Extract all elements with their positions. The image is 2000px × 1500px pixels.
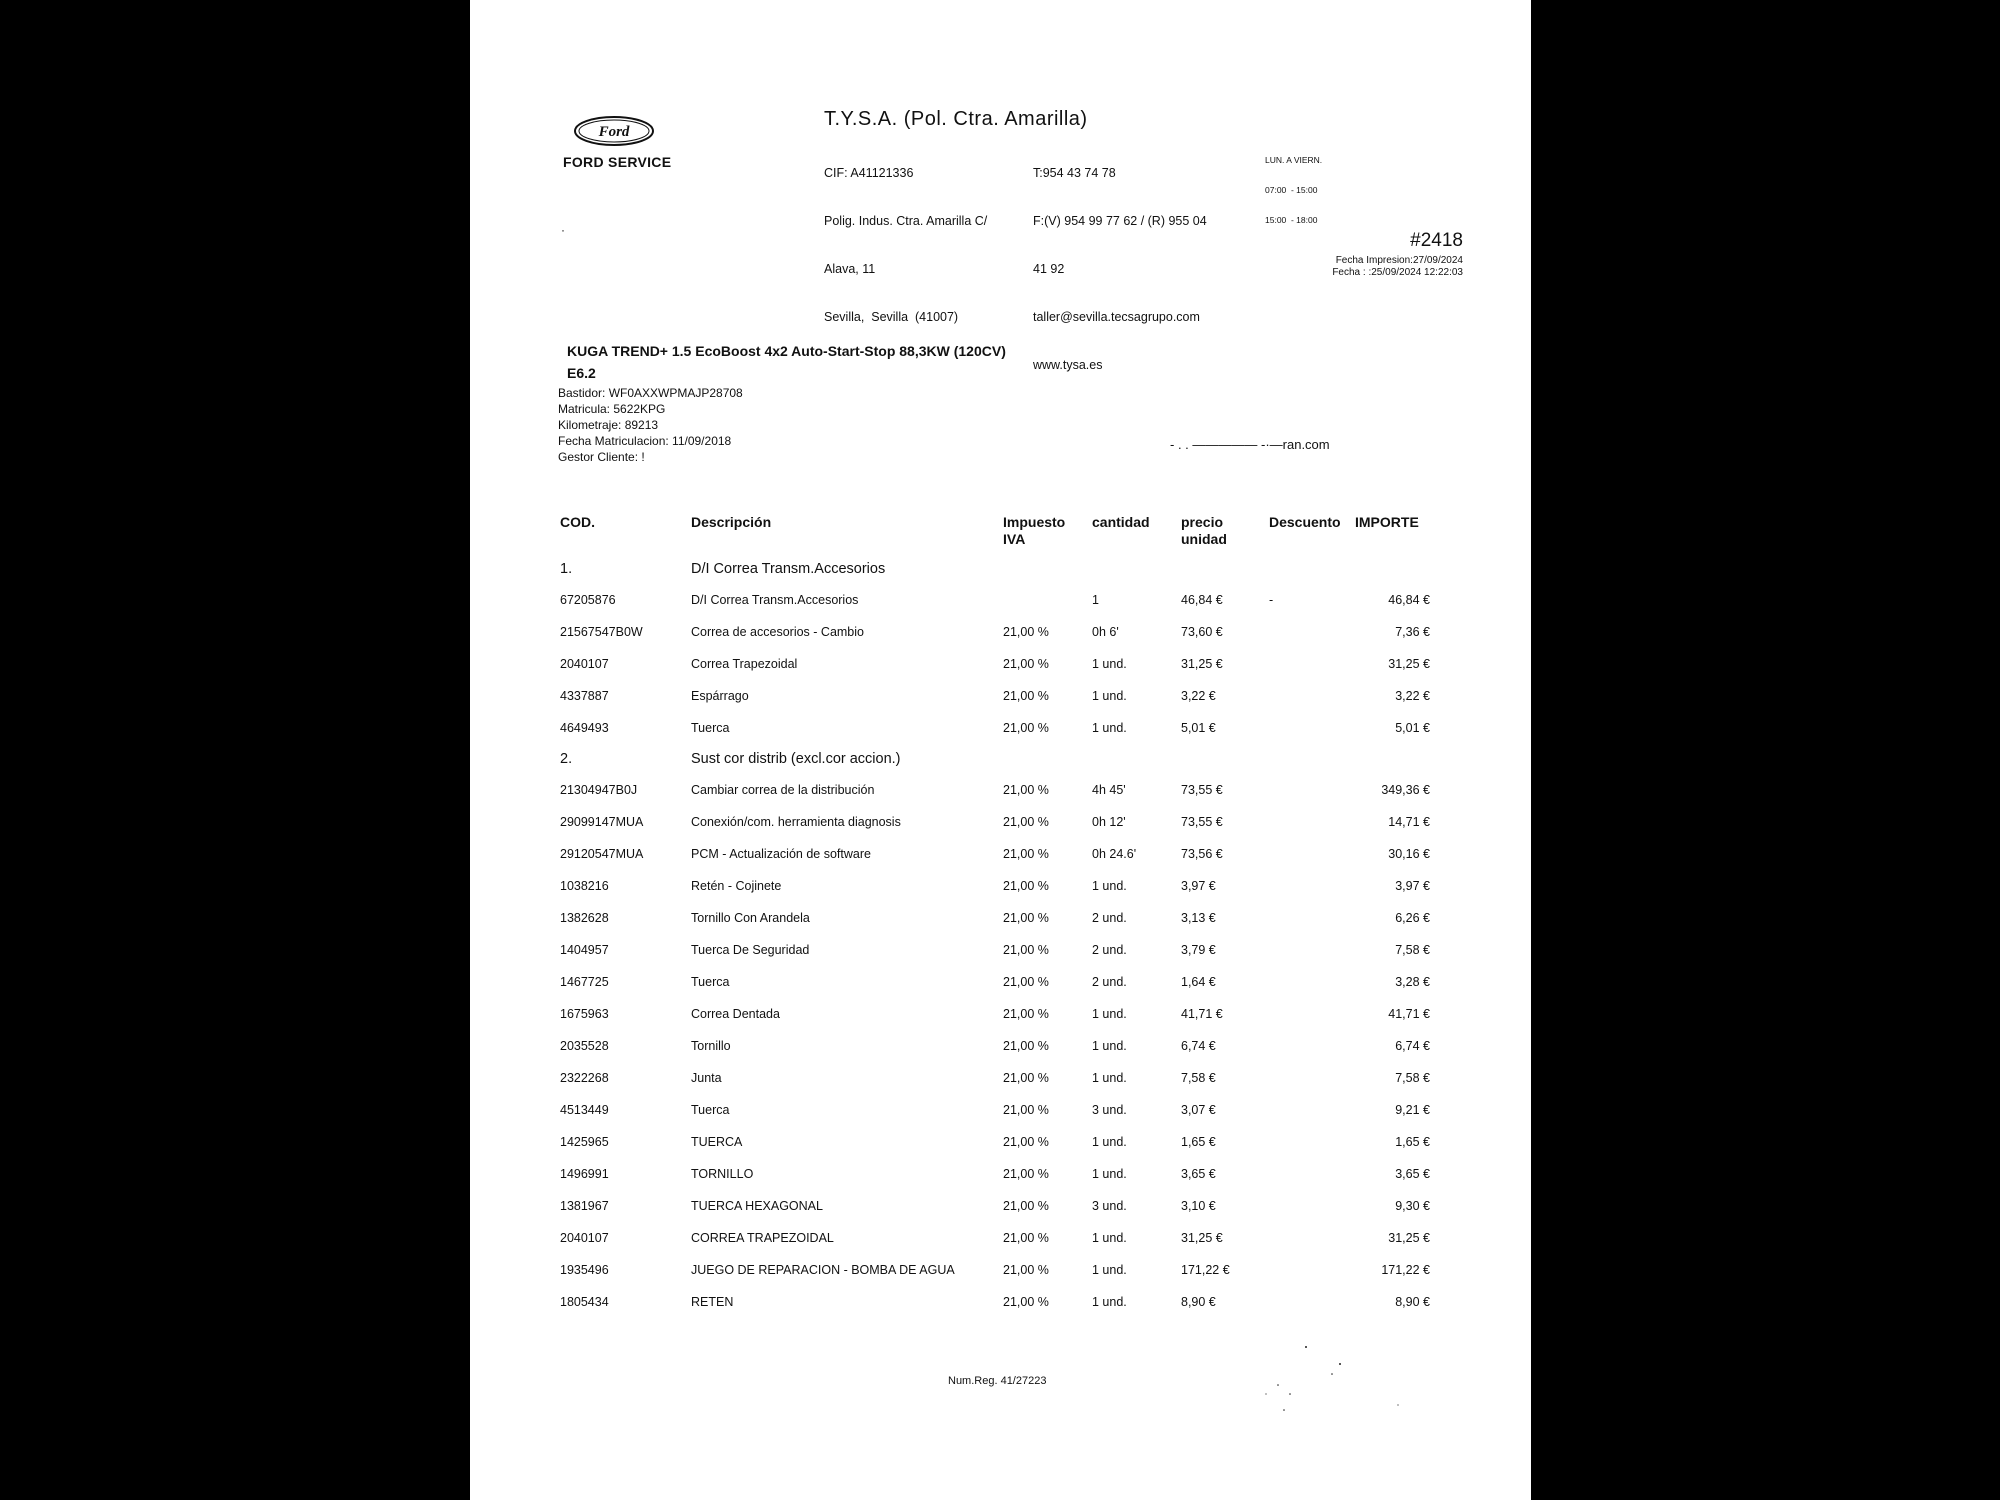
cell-dto (1269, 1030, 1355, 1062)
vehicle-title: KUGA TREND+ 1.5 EcoBoost 4x2 Auto-Start-Stop 88,3KW (120CV) E6.2 (567, 343, 1006, 381)
cell-precio: 3,22 € (1181, 689, 1216, 703)
cell-cant: 1 (1092, 593, 1099, 607)
cell-importe: 7,58 € (1395, 943, 1430, 957)
company-address (824, 133, 987, 357)
cell-cant: 1 und. (1092, 1231, 1127, 1245)
cell-iva: 21,00 % (1003, 1263, 1049, 1277)
vehicle-gestor: Gestor Cliente: ! (558, 450, 645, 464)
print-date: Fecha Impresion:27/09/2024 (1335, 255, 1463, 266)
cell-precio: 8,90 € (1181, 1295, 1216, 1309)
table-row (560, 806, 1430, 838)
cell-importe: 6,26 € (1395, 911, 1430, 925)
section-title: D/I Correa Transm.Accesorios (691, 561, 886, 577)
contact-line: F:(V) 954 99 77 62 / (R) 955 04 (1033, 214, 1207, 228)
ford-oval-logo (573, 115, 655, 147)
items-body (560, 554, 1430, 1318)
cell-importe: 349,36 € (1381, 783, 1430, 797)
cell-cant: 1 und. (1092, 1167, 1127, 1181)
cell-cant: 0h 12' (1092, 815, 1126, 829)
cell-desc: PCM - Actualización de software (691, 847, 871, 861)
svg-text:Ford: Ford (598, 124, 630, 140)
contact-line: T:954 43 74 78 (1033, 166, 1116, 180)
cell-cod: 1805434 (560, 1295, 609, 1309)
cell-iva: 21,00 % (1003, 975, 1049, 989)
ford-service-label: FORD SERVICE (563, 154, 672, 170)
cell-iva: 21,00 % (1003, 1103, 1049, 1117)
cell-cant: 1 und. (1092, 1295, 1127, 1309)
cell-dto (1269, 966, 1355, 998)
cell-cant: 2 und. (1092, 975, 1127, 989)
table-row (560, 774, 1430, 806)
cell-cant: 1 und. (1092, 689, 1127, 703)
header-impuesto: Impuesto IVA (1003, 514, 1066, 547)
cell-iva: 21,00 % (1003, 689, 1049, 703)
table-header-row (560, 514, 1430, 554)
table-row (560, 1158, 1430, 1190)
address-line: Polig. Indus. Ctra. Amarilla C/ (824, 214, 988, 228)
cell-dto (1269, 870, 1355, 902)
header-cantidad: cantidad (1092, 514, 1150, 530)
cell-dto (1269, 838, 1355, 870)
table-row (560, 648, 1430, 680)
cell-importe: 31,25 € (1388, 657, 1430, 671)
items-table (560, 514, 1430, 1318)
cell-dto (1269, 1158, 1355, 1190)
cell-cant: 1 und. (1092, 1039, 1127, 1053)
cell-precio: 6,74 € (1181, 1039, 1216, 1053)
cell-cod: 1038216 (560, 879, 609, 893)
cell-desc: RETEN (691, 1295, 734, 1309)
cell-desc: D/I Correa Transm.Accesorios (691, 593, 859, 607)
cell-iva: 21,00 % (1003, 1039, 1049, 1053)
cell-importe: 8,90 € (1395, 1295, 1430, 1309)
table-row (560, 616, 1430, 648)
cell-dto (1269, 806, 1355, 838)
contact-website: www.tysa.es (1033, 358, 1103, 372)
cell-cod: 1425965 (560, 1135, 609, 1149)
cell-cod: 21567547B0W (560, 625, 643, 639)
cell-desc: Junta (691, 1071, 722, 1085)
cell-cod: 2040107 (560, 657, 609, 671)
cell-iva: 21,00 % (1003, 943, 1049, 957)
cell-iva: 21,00 % (1003, 625, 1049, 639)
cell-desc: CORREA TRAPEZOIDAL (691, 1231, 834, 1245)
cell-desc: Cambiar correa de la distribución (691, 783, 875, 797)
cell-precio: 171,22 € (1181, 1263, 1230, 1277)
contact-email: taller@sevilla.tecsagrupo.com (1033, 310, 1200, 324)
cell-cant: 3 und. (1092, 1199, 1127, 1213)
cell-cod: 2040107 (560, 1231, 609, 1245)
table-row (560, 1254, 1430, 1286)
cell-cod: 4337887 (560, 689, 609, 703)
cell-iva: 21,00 % (1003, 1167, 1049, 1181)
hours-line: 15:00 - 18:00 (1265, 215, 1318, 225)
cell-iva: 21,00 % (1003, 1231, 1049, 1245)
invoice-dates (1332, 255, 1463, 279)
cell-dto (1269, 774, 1355, 806)
cell-iva: 21,00 % (1003, 1135, 1049, 1149)
table-row (560, 902, 1430, 934)
table-row (560, 680, 1430, 712)
cell-cod: 1496991 (560, 1167, 609, 1181)
cell-precio: 3,07 € (1181, 1103, 1216, 1117)
table-row (560, 1190, 1430, 1222)
cell-cant: 1 und. (1092, 1135, 1127, 1149)
cell-importe: 14,71 € (1388, 815, 1430, 829)
cell-importe: 7,58 € (1395, 1071, 1430, 1085)
vehicle-bastidor: Bastidor: WF0AXXWPMAJP28708 (558, 386, 743, 400)
cell-precio: 1,64 € (1181, 975, 1216, 989)
cell-precio: 73,56 € (1181, 847, 1223, 861)
opening-hours (1265, 135, 1322, 245)
cell-cant: 1 und. (1092, 879, 1127, 893)
header-precio: precio unidad (1181, 514, 1227, 547)
cell-cant: 1 und. (1092, 1263, 1127, 1277)
section-header-row (560, 554, 1430, 584)
cell-dto (1269, 680, 1355, 712)
cell-importe: 5,01 € (1395, 721, 1430, 735)
cell-desc: TUERCA HEXAGONAL (691, 1199, 823, 1213)
contact-line: 41 92 (1033, 262, 1065, 276)
cell-cant: 0h 24.6' (1092, 847, 1137, 861)
cell-precio: 41,71 € (1181, 1007, 1223, 1021)
table-row (560, 1094, 1430, 1126)
cell-precio: 73,60 € (1181, 625, 1223, 639)
table-row (560, 998, 1430, 1030)
cell-importe: 1,65 € (1395, 1135, 1430, 1149)
cell-desc: Tuerca (691, 975, 730, 989)
table-row (560, 934, 1430, 966)
cell-cod: 4513449 (560, 1103, 609, 1117)
cell-desc: Tuerca De Seguridad (691, 943, 810, 957)
invoice-number: #2418 (1410, 230, 1463, 251)
cell-cant: 1 und. (1092, 657, 1127, 671)
cell-cant: 1 und. (1092, 721, 1127, 735)
cell-desc: Retén - Cojinete (691, 879, 782, 893)
cell-desc: Correa Dentada (691, 1007, 780, 1021)
table-row (560, 838, 1430, 870)
cell-iva: 21,00 % (1003, 1199, 1049, 1213)
cell-dto: - (1269, 593, 1274, 607)
cell-cod: 67205876 (560, 593, 616, 607)
cell-importe: 6,74 € (1395, 1039, 1430, 1053)
cell-cod: 1467725 (560, 975, 609, 989)
cell-importe: 7,36 € (1395, 625, 1430, 639)
cell-iva: 21,00 % (1003, 1071, 1049, 1085)
cell-desc: Tornillo Con Arandela (691, 911, 810, 925)
cell-precio: 3,13 € (1181, 911, 1216, 925)
cell-dto (1269, 1222, 1355, 1254)
cell-iva: 21,00 % (1003, 847, 1049, 861)
cell-importe: 30,16 € (1388, 847, 1430, 861)
cell-cod: 1381967 (560, 1199, 609, 1213)
speck: · (561, 223, 565, 237)
cell-importe: 3,28 € (1395, 975, 1430, 989)
cell-precio: 5,01 € (1181, 721, 1216, 735)
header-importe: IMPORTE (1355, 514, 1419, 530)
table-row (560, 1126, 1430, 1158)
cell-precio: 3,10 € (1181, 1199, 1216, 1213)
cell-desc: Espárrago (691, 689, 749, 703)
section-title: Sust cor distrib (excl.cor accion.) (691, 751, 901, 767)
cell-dto (1269, 1062, 1355, 1094)
company-name: T.Y.S.A. (Pol. Ctra. Amarilla) (824, 108, 1088, 130)
table-row (560, 1030, 1430, 1062)
cell-iva: 21,00 % (1003, 911, 1049, 925)
cell-iva: 21,00 % (1003, 1295, 1049, 1309)
cell-precio: 31,25 € (1181, 657, 1223, 671)
cell-importe: 3,97 € (1395, 879, 1430, 893)
cell-desc: TUERCA (691, 1135, 743, 1149)
cell-importe: 9,21 € (1395, 1103, 1430, 1117)
cell-precio: 3,97 € (1181, 879, 1216, 893)
cell-cod: 21304947B0J (560, 783, 638, 797)
cell-desc: Conexión/com. herramienta diagnosis (691, 815, 901, 829)
hours-line: LUN. A VIERN. (1265, 155, 1323, 165)
cell-iva: 21,00 % (1003, 879, 1049, 893)
section-header-row (560, 744, 1430, 774)
cell-cant: 2 und. (1092, 911, 1127, 925)
cell-precio: 31,25 € (1181, 1231, 1223, 1245)
header-cod: COD. (560, 514, 595, 530)
company-contact (1033, 133, 1207, 405)
cell-cant: 2 und. (1092, 943, 1127, 957)
header-descripcion: Descripción (691, 514, 772, 530)
cell-desc: Tuerca (691, 1103, 730, 1117)
cell-cod: 29099147MUA (560, 815, 644, 829)
cell-precio: 3,65 € (1181, 1167, 1216, 1181)
cell-importe: 9,30 € (1395, 1199, 1430, 1213)
cell-iva: 21,00 % (1003, 815, 1049, 829)
cell-precio: 3,79 € (1181, 943, 1216, 957)
cell-dto (1269, 712, 1355, 744)
cell-desc: Correa de accesorios - Cambio (691, 625, 864, 639)
address-line: Sevilla, Sevilla (41007) (824, 310, 959, 324)
cell-cod: 29120547MUA (560, 847, 644, 861)
address-line: CIF: A41121336 (824, 166, 914, 180)
cell-precio: 73,55 € (1181, 815, 1223, 829)
cell-desc: Correa Trapezoidal (691, 657, 798, 671)
hours-line: 07:00 - 15:00 (1265, 185, 1318, 195)
table-row (560, 712, 1430, 744)
cell-precio: 73,55 € (1181, 783, 1223, 797)
section-number: 2. (560, 751, 573, 767)
cell-cant: 3 und. (1092, 1103, 1127, 1117)
invoice-page (470, 0, 1531, 1500)
cell-iva: 21,00 % (1003, 657, 1049, 671)
address-line: Alava, 11 (824, 262, 876, 276)
cell-dto (1269, 1126, 1355, 1158)
vehicle-matricula: Matricula: 5622KPG (558, 402, 666, 416)
cell-importe: 3,22 € (1395, 689, 1430, 703)
cell-desc: Tornillo (691, 1039, 731, 1053)
cell-cod: 2035528 (560, 1039, 609, 1053)
table-row (560, 966, 1430, 998)
table-row (560, 870, 1430, 902)
vehicle-fecha-matriculacion: Fecha Matriculacion: 11/09/2018 (558, 434, 732, 448)
invoice-date: Fecha : :25/09/2024 12:22:03 (1332, 267, 1463, 278)
cell-cant: 1 und. (1092, 1071, 1127, 1085)
cell-cod: 1382628 (560, 911, 609, 925)
table-row (560, 1222, 1430, 1254)
cell-dto (1269, 998, 1355, 1030)
cell-cod: 1404957 (560, 943, 609, 957)
table-row (560, 584, 1430, 616)
cell-desc: JUEGO DE REPARACION - BOMBA DE AGUA (691, 1263, 955, 1277)
cell-dto (1269, 934, 1355, 966)
cell-dto (1269, 902, 1355, 934)
cell-importe: 41,71 € (1388, 1007, 1430, 1021)
cell-importe: 171,22 € (1381, 1263, 1430, 1277)
cell-dto (1269, 1094, 1355, 1126)
cell-cant: 0h 6' (1092, 625, 1119, 639)
cell-iva: 21,00 % (1003, 721, 1049, 735)
cell-iva: 21,00 % (1003, 1007, 1049, 1021)
cell-precio: 46,84 € (1181, 593, 1223, 607)
cell-cod: 1935496 (560, 1263, 609, 1277)
cell-dto (1269, 648, 1355, 680)
cell-cod: 1675963 (560, 1007, 609, 1021)
cell-importe: 31,25 € (1388, 1231, 1430, 1245)
redacted-email: - . . ————— -·—ran.com (1170, 437, 1330, 452)
vehicle-kilometraje: Kilometraje: 89213 (558, 418, 659, 432)
cell-precio: 1,65 € (1181, 1135, 1216, 1149)
cell-cod: 2322268 (560, 1071, 609, 1085)
cell-desc: TORNILLO (691, 1167, 754, 1181)
num-reg: Num.Reg. 41/27223 (948, 1375, 1047, 1387)
cell-cant: 1 und. (1092, 1007, 1127, 1021)
cell-precio: 7,58 € (1181, 1071, 1216, 1085)
table-row (560, 1286, 1430, 1318)
table-row (560, 1062, 1430, 1094)
cell-cod: 4649493 (560, 721, 609, 735)
cell-cant: 4h 45' (1092, 783, 1126, 797)
cell-importe: 46,84 € (1388, 593, 1430, 607)
header-descuento: Descuento (1269, 514, 1341, 530)
cell-dto (1269, 1190, 1355, 1222)
cell-importe: 3,65 € (1395, 1167, 1430, 1181)
section-number: 1. (560, 561, 573, 577)
cell-dto (1269, 1286, 1355, 1318)
cell-dto (1269, 616, 1355, 648)
cell-iva (1003, 584, 1092, 616)
cell-iva: 21,00 % (1003, 783, 1049, 797)
cell-desc: Tuerca (691, 721, 730, 735)
cell-dto (1269, 1254, 1355, 1286)
